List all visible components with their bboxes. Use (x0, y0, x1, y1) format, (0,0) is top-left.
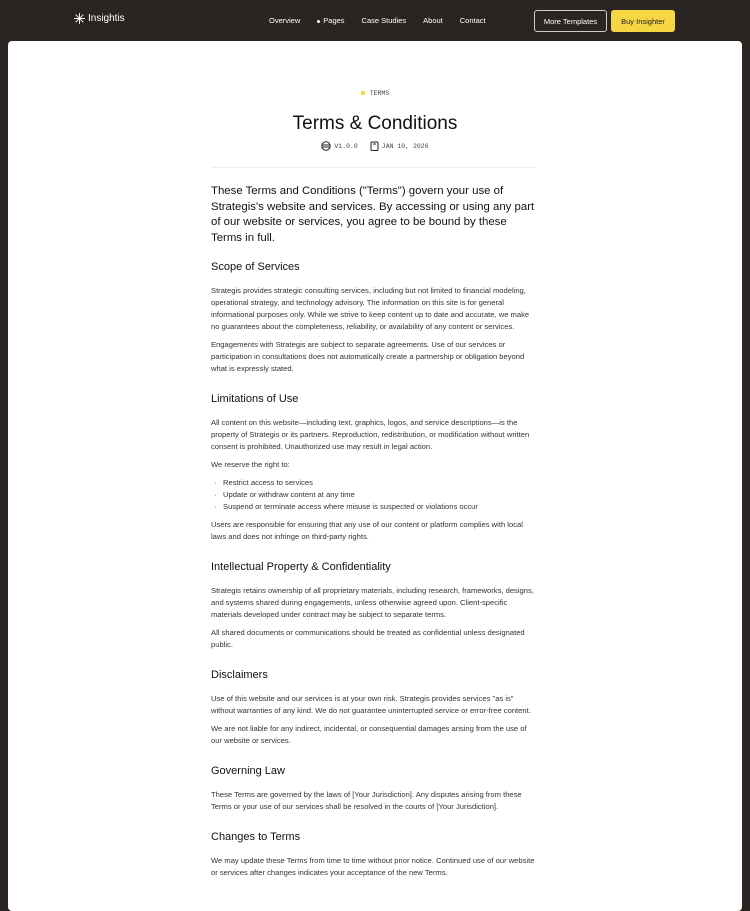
section-limitations (211, 393, 536, 543)
paragraph: Use of this website and our services is at your own risk. Strategis provides services "as is" without warranties of any kind. We do not guarantee uninterrupted service or error-free content. (211, 694, 531, 716)
buy-button[interactable]: Buy Insighter (611, 10, 675, 32)
nav-case-studies[interactable]: Case Studies (361, 16, 407, 25)
section-heading: Intellectual Property & Confidentiality (211, 561, 391, 574)
section-heading: Changes to Terms (211, 831, 301, 844)
section-scope (211, 261, 536, 375)
page-title: Terms & Conditions (292, 113, 458, 134)
date-label: JAN 10, 2026 (381, 142, 429, 150)
paragraph: Strategis provides strategic consulting services, including but not limited to financial modeling, operational strategy, and technology advisory. The information on this site is for general informational purposes only. While we strive to keep content up to date and accurate, we make no guarantees about the completeness, reliability, or availability of any content or services. (211, 286, 530, 332)
active-dot-icon (317, 20, 320, 23)
sparkle-icon (74, 13, 85, 24)
section-changes (211, 831, 536, 879)
brand-name: Insightis (88, 13, 125, 24)
top-nav (0, 0, 750, 41)
paragraph: We may update these Terms from time to time without prior notice. Continued use of our website or services after changes indicates your acceptance of the new Terms. (211, 856, 535, 878)
square-icon (361, 91, 365, 95)
list-item: · Restrict access to services (211, 477, 536, 489)
version-label: V1.0.0 (334, 142, 358, 150)
nav-overview[interactable]: Overview (269, 16, 301, 25)
version (321, 141, 357, 151)
version-icon (321, 141, 331, 151)
list-item: · Suspend or terminate access where misuse is suspected or violations occur (211, 501, 536, 513)
page-tag (8, 90, 742, 97)
paragraph: We are not liable for any indirect, incidental, or consequential damages arising from the use of our website or services. (211, 724, 527, 746)
section-heading: Disclaimers (211, 669, 268, 682)
paragraph: We reserve the right to: (211, 460, 290, 470)
section-disclaimers (211, 669, 536, 747)
paragraph: All content on this website—including text, graphics, logos, and service descriptions—is the property of Strategis or its partners. Reproduction, redistribution, or modification without written consent is prohibited. Unauthorized use may result in legal action. (211, 418, 530, 452)
paragraph: These Terms are governed by the laws of [Your Jurisdiction]. Any disputes arising from these Terms or your use of our services shall be resolved in the courts of [Your Jurisdiction]. (211, 790, 522, 812)
section-ip (211, 561, 536, 651)
section-heading: Limitations of Use (211, 393, 299, 406)
section-governing-law (211, 765, 536, 813)
tag-label: TERMS (369, 90, 390, 97)
section-heading: Governing Law (211, 765, 285, 778)
content-card (8, 41, 742, 911)
intro: These Terms and Conditions ("Terms") govern your use of Strategis's website and services. By accessing or using any part of our website or services, you agree to be bound by these Terms in full. (211, 185, 535, 244)
paragraph: All shared documents or communications should be treated as confidential unless designated public. (211, 628, 525, 650)
section-heading: Scope of Services (211, 261, 300, 274)
terms-body (211, 184, 536, 897)
paragraph: Strategis retains ownership of all proprietary materials, including research, frameworks, designs, and systems shared during engagements, unless otherwise agreed upon. Client-specific materials developed under contract may be subject to separate terms. (211, 586, 534, 620)
paragraph: Engagements with Strategis are subject to separate agreements. Use of our services or participation in consultations does not automatically create a partnership or obligation beyond what is expressly stated. (211, 340, 525, 374)
rights-list (211, 477, 536, 513)
more-templates-button[interactable]: More Templates (534, 10, 607, 32)
nav-about[interactable]: About (423, 16, 443, 25)
nav-pages-label: Pages (323, 16, 345, 25)
nav-contact[interactable]: Contact (459, 16, 486, 25)
calendar-icon (370, 141, 379, 151)
date (370, 141, 429, 151)
list-item: · Update or withdraw content at any time (211, 489, 536, 501)
divider (211, 167, 536, 168)
paragraph: Users are responsible for ensuring that any use of our content or platform complies with local laws and does not infringe on third-party rights. (211, 520, 523, 542)
nav-pages[interactable] (317, 16, 344, 25)
brand-logo[interactable] (74, 13, 125, 24)
